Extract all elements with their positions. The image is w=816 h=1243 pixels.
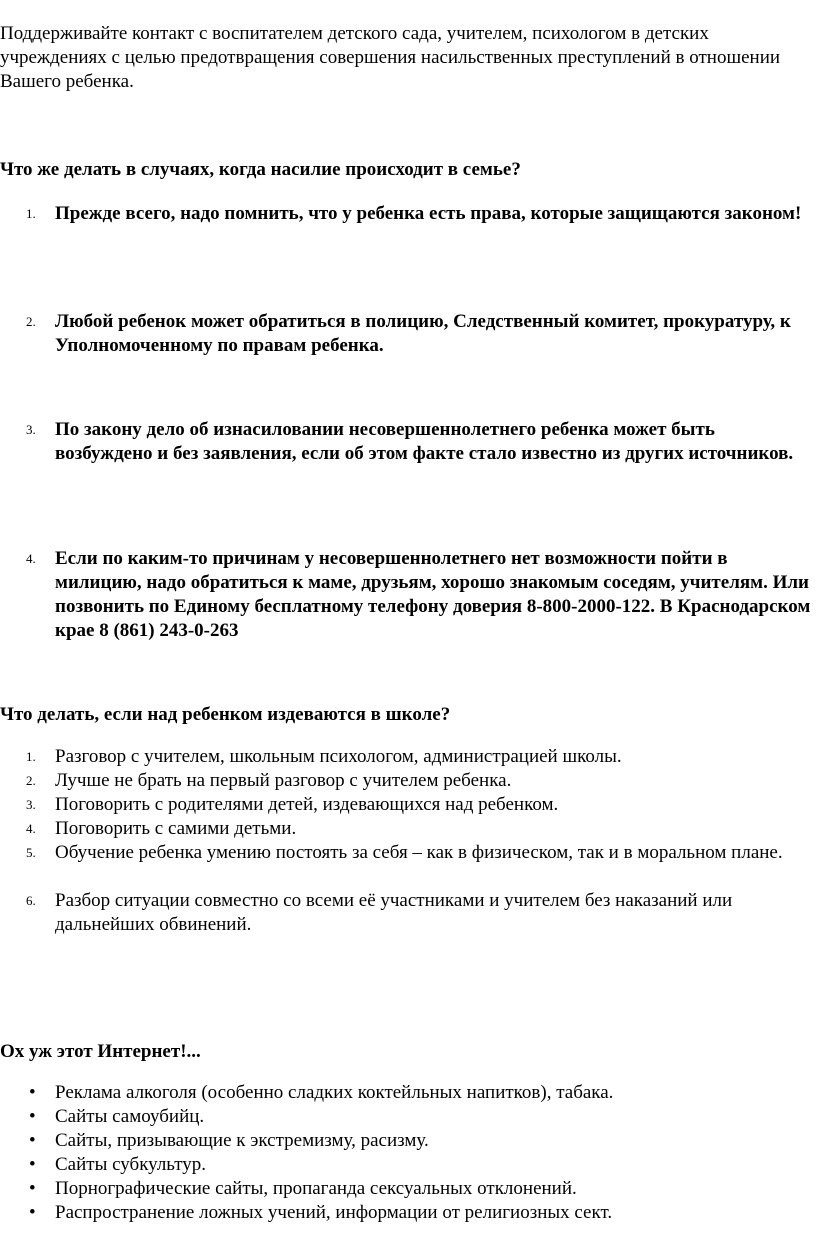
- list-item-text: Реклама алкоголя (особенно сладких коктейльных напитков), табака.: [55, 1082, 614, 1103]
- bullet-icon: •: [29, 1130, 36, 1151]
- list-number: 1.: [26, 206, 36, 221]
- list-item-text: Если по каким-то причинам у несовершеннолетнего нет возможности пойти в милицию, надо обратиться к маме, друзьям, хорошо знакомым соседям, учителям. Или позвонить по Единому бесплатному телефону доверия 8-800-2000-122. В Краснодарском крае 8 (861) 243-0-263: [55, 548, 811, 641]
- bullet-icon: •: [29, 1202, 36, 1223]
- list-number: 3.: [26, 422, 36, 437]
- internet-list-item: [0, 1177, 816, 1201]
- list-number: 4.: [26, 551, 36, 566]
- school-list-item: [0, 889, 816, 937]
- list-item-text: Сайты самоубийц.: [55, 1106, 205, 1127]
- list-item-text: Разговор с учителем, школьным психологом, администрацией школы.: [55, 746, 622, 767]
- list-number: 2.: [26, 773, 36, 788]
- list-number: 1.: [26, 749, 36, 764]
- family-violence-heading: Что же делать в случаях, когда насилие происходит в семье?: [0, 159, 521, 180]
- family-list-item: [0, 547, 816, 643]
- school-list-item: [0, 769, 816, 793]
- list-item-text: Сайты субкультур.: [55, 1154, 207, 1175]
- list-item-text: Сайты, призывающие к экстремизму, расизму.: [55, 1130, 429, 1151]
- list-item-text: Лучше не брать на первый разговор с учителем ребенка.: [55, 770, 512, 791]
- list-item-text: Распространение ложных учений, информации от религиозных сект.: [55, 1202, 613, 1223]
- school-list-item: [0, 793, 816, 817]
- school-list-item: [0, 817, 816, 841]
- list-item-text: Прежде всего, надо помнить, что у ребенка есть права, которые защищаются законом!: [55, 203, 802, 224]
- list-item-text: Разбор ситуации совместно со всеми её участниками и учителем без наказаний или дальнейших обвинений.: [55, 890, 733, 935]
- internet-list-item: [0, 1201, 816, 1225]
- list-item-text: Поговорить с родителями детей, издевающихся над ребенком.: [55, 794, 559, 815]
- list-item-text: Любой ребенок может обратиться в полицию, Следственный комитет, прокуратуру, к Уполномоченному по правам ребенка.: [55, 311, 791, 356]
- family-list-item: [0, 418, 816, 466]
- bullet-icon: •: [29, 1154, 36, 1175]
- list-item-text: По закону дело об изнасиловании несовершеннолетнего ребенка может быть возбуждено и без заявления, если об этом факте стало известно из других источников.: [55, 419, 794, 464]
- internet-list-item: [0, 1105, 816, 1129]
- school-list-item: [0, 745, 816, 769]
- list-number: 2.: [26, 314, 36, 329]
- internet-list-item: [0, 1081, 816, 1105]
- list-item-text: Обучение ребенка умению постоять за себя – как в физическом, так и в моральном плане.: [55, 842, 783, 863]
- internet-list-item: [0, 1153, 816, 1177]
- internet-list-item: [0, 1129, 816, 1153]
- school-bullying-heading: Что делать, если над ребенком издеваются в школе?: [0, 704, 451, 725]
- list-number: 4.: [26, 821, 36, 836]
- list-item-text: Поговорить с самими детьми.: [55, 818, 297, 839]
- school-list-item: [0, 841, 816, 865]
- internet-heading: Ох уж этот Интернет!...: [0, 1041, 201, 1062]
- list-number: 3.: [26, 797, 36, 812]
- bullet-icon: •: [29, 1106, 36, 1127]
- list-number: 5.: [26, 845, 36, 860]
- list-number: 6.: [26, 893, 36, 908]
- family-list-item: [0, 310, 816, 358]
- bullet-icon: •: [29, 1082, 36, 1103]
- intro-paragraph: Поддерживайте контакт с воспитателем детского сада, учителем, психологом в детских учреждениях с целью предотвращения совершения насильственных преступлений в отношении Вашего ребенка.: [0, 23, 781, 92]
- list-item-text: Порнографические сайты, пропаганда сексуальных отклонений.: [55, 1178, 577, 1199]
- family-list-item: [0, 202, 816, 226]
- bullet-icon: •: [29, 1178, 36, 1199]
